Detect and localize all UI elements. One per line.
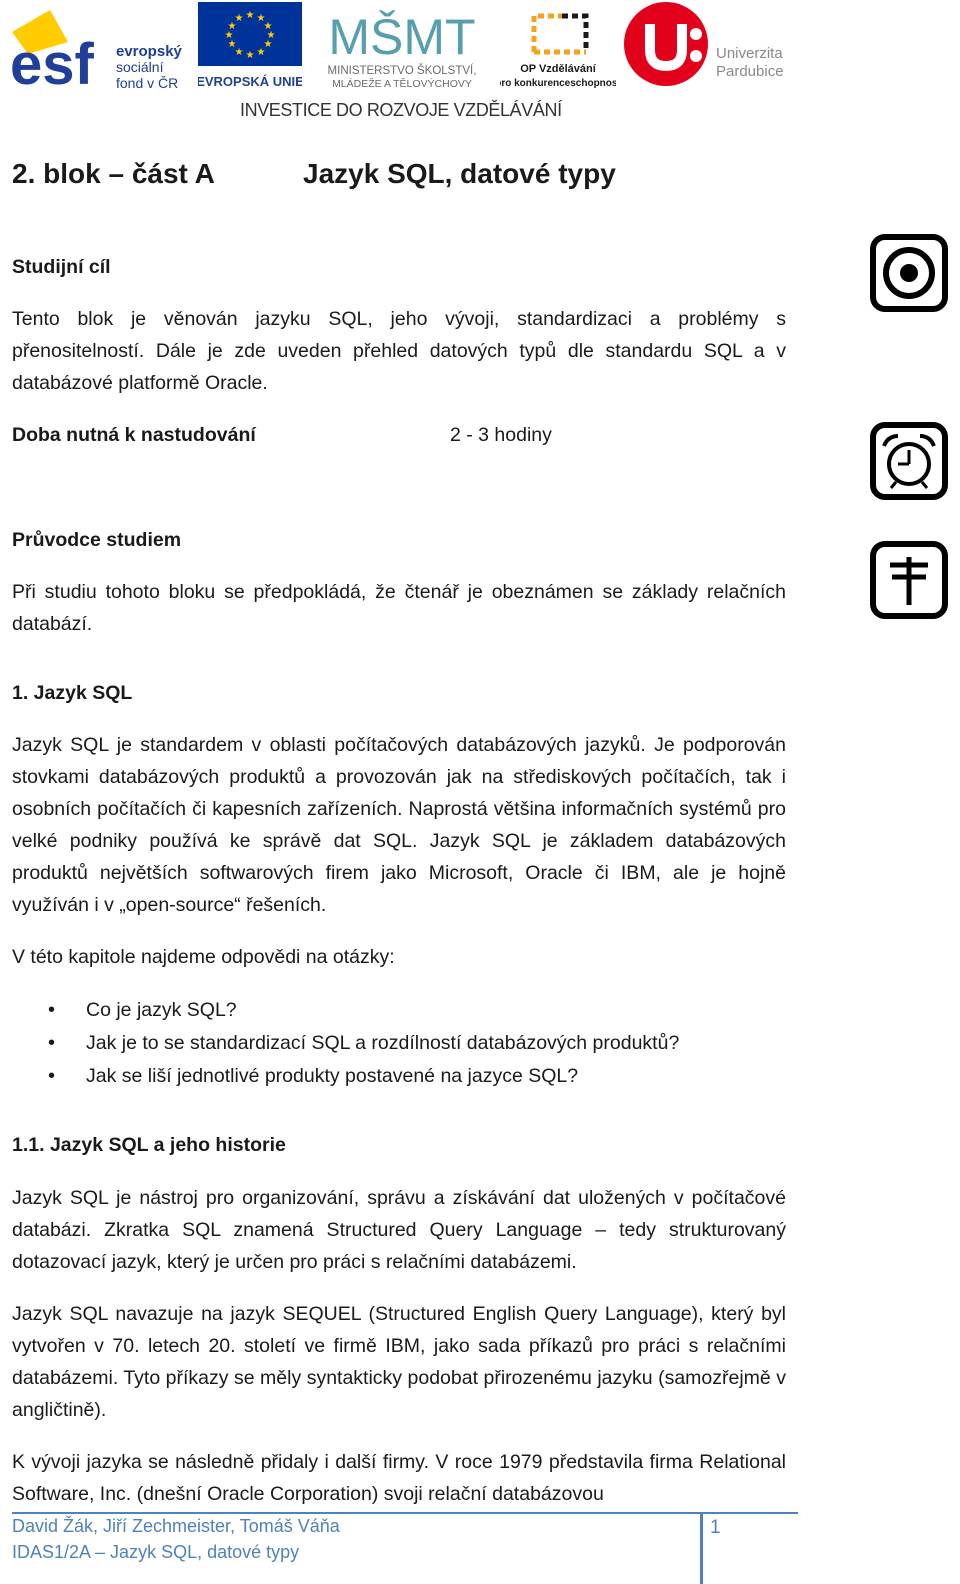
svg-text:★: ★ [224,30,234,41]
esf-line3: fond v ČR [116,75,179,90]
svg-text:★: ★ [256,47,266,58]
section-1-1-p3: K vývoji jazyka se následně přidaly i další firmy. V roce 1979 představila firma Relational Software, Inc. (dnešní Oracle Corporation) svoji relační databázovou [12,1451,786,1505]
section-1-text: Jazyk SQL je standardem v oblasti počítačových databázových jazyků. Je podporován stovkami databázových produktů a provozován jak na střediskových počítačích, tak i osobních počítačích či kapesních zařízeních. Naprostá většina informačních systémů pro velké podniky používá ke správě dat SQL. Jazyk SQL je základem databázových produktů největších softwarových firem jako Microsoft, Oracle či IBM, ale je hojně využíván i v „open-source“ řešeních. [12,734,786,916]
eu-logo [198,2,302,90]
svg-text:★: ★ [234,13,244,24]
upce-logo [624,0,796,92]
upce-line1: Univerzita [716,45,783,62]
signpost-icon [870,541,948,619]
msmt-logo [312,0,492,92]
svg-text:★: ★ [234,47,244,58]
svg-text:★: ★ [245,10,255,21]
msmt-logo-text: MŠMT [328,9,476,65]
banner-caption: INVESTICE DO ROZVOJE VZDĚLÁVÁNÍ [240,100,562,120]
msmt-line1: MINISTERSTVO ŠKOLSTVÍ, [327,65,477,77]
guide-title: Průvodce studiem [12,529,182,551]
esf-line2: sociální [116,59,164,75]
section-1-1-p2: Jazyk SQL navazuje na jazyk SEQUEL (Structured English Query Language), který byl vytvořen v 70. letech 20. století ve firmě IBM, jako sada příkazů pro práci s relačními databázemi. Tyto příkazy se měly syntakticky podobat přirozenému jazyku (samozřejmě v angličtině). [12,1303,786,1421]
esf-logo [10,2,190,90]
svg-text:★: ★ [256,13,266,24]
page-number: 1 [710,1517,721,1538]
target-icon [870,234,948,312]
page-title: Jazyk SQL, datové typy [303,158,616,189]
list-item: • Co je jazyk SQL? [12,994,786,1027]
list-item: • Jak je to se standardizací SQL a rozdílností databázových produktů? [12,1027,786,1060]
esf-brand: esf [10,32,94,90]
svg-text:★: ★ [245,50,255,61]
footer-course: IDAS1/2A – Jazyk SQL, datové typy [12,1542,300,1562]
upce-line2: Pardubice [716,63,784,80]
esf-line1: evropský [116,43,182,60]
questions-intro: V této kapitole najdeme odpovědi na otázky: [12,946,395,968]
svg-text:★: ★ [227,21,237,32]
list-item: • Jak se liší jednotlivé produkty postavené na jazyce SQL? [12,1060,786,1093]
questions-list [12,994,786,1093]
goal-title: Studijní cíl [12,256,111,278]
section-1-1-p1: Jazyk SQL je nástroj pro organizování, správu a získávání dat uložených v počítačové databázi. Zkratka SQL znamená Structured Query Language – tedy strukturovaný dotazovací jazyk, který je určen pro práci s relačními databázemi. [12,1187,786,1273]
svg-text:★: ★ [266,30,276,41]
svg-text:★: ★ [263,39,273,50]
section-1-1-title: 1.1. Jazyk SQL a jeho historie [12,1134,286,1156]
eu-label: EVROPSKÁ UNIE [198,74,302,89]
msmt-line2: MLÁDEŽE A TĚLOVÝCHOVY [332,78,472,90]
op-logo [500,0,616,92]
study-time-label: Doba nutná k nastudování [12,424,256,446]
guide-text: Při studiu tohoto bloku se předpokládá, že čtenář je obeznámen se základy relačních databází. [12,581,786,635]
footer-authors: David Žák, Jiří Zechmeister, Tomáš Váňa [12,1516,340,1536]
svg-text:★: ★ [227,39,237,50]
footer-page-divider [700,1513,703,1584]
svg-text:★: ★ [263,21,273,32]
op-line1: OP Vzdělávání [520,63,596,75]
alarm-clock-icon [870,422,948,500]
op-line2: pro konkurenceschopnost [500,78,616,89]
study-time-value: 2 - 3 hodiny [450,424,552,446]
goal-text: Tento blok je věnován jazyku SQL, jeho vývoji, standardizaci a problémy s přenositelností. Dále je zde uveden přehled datových typů dle standardu SQL a v databázové platformě Oracle. [12,308,786,394]
block-label: 2. blok – část A [12,158,215,189]
section-1-title: 1. Jazyk SQL [12,682,133,704]
